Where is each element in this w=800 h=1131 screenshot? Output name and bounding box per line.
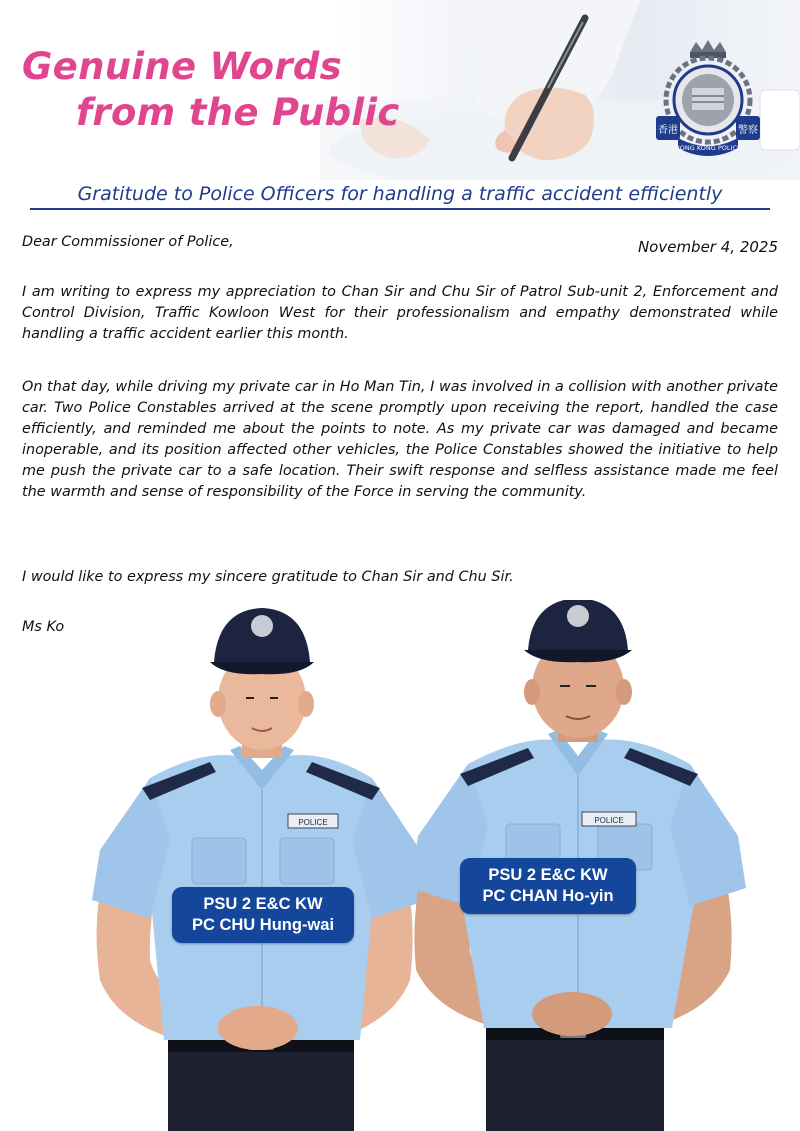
- signature: Ms Ko: [22, 619, 65, 635]
- emblem-text: HONG KONG POLICE: [674, 144, 742, 152]
- chan-shirt-label: POLICE: [594, 816, 624, 825]
- paragraph-3: I would like to express my sincere gratitude to Chan Sir and Chu Sir.: [22, 569, 514, 585]
- title-line-2: from the Public: [76, 91, 400, 134]
- letter-subtitle: Gratitude to Police Officers for handling a traffic accident efficiently: [30, 183, 770, 210]
- officer-chan-unit: PSU 2 E&C KW: [488, 866, 608, 884]
- chu-shirt-label: POLICE: [298, 818, 328, 827]
- salutation: Dear Commissioner of Police,: [22, 234, 234, 250]
- paragraph-2: On that day, while driving my private car in Ho Man Tin, I was involved in a collision with another private car. Two Police Constables arrived at the scene promptly upon receiving the report, handled the case efficiently, and reminded me about the points to note. As my private car was damaged and became inoperable, and its position affected other vehicles, the Police Constables showed the initiative to help me push the private car to a safe location. Their swift response and selfless assistance made me feel the warmth and sense of responsibility of the Force in serving the community.: [22, 379, 778, 500]
- officer-chu-figure: [92, 608, 428, 1131]
- officers-photo: [0, 600, 800, 1131]
- officer-chan-name: PC CHAN Ho-yin: [482, 887, 614, 905]
- police-emblem-icon: [652, 36, 764, 160]
- page-title: [22, 44, 400, 136]
- header-banner: [0, 0, 800, 180]
- title-line-1: Genuine Words: [22, 45, 343, 88]
- emblem-chinese-right: 警察: [738, 125, 758, 136]
- officer-chu-tag: [172, 887, 354, 943]
- officer-chan-tag: [460, 858, 636, 914]
- letter-date: November 4, 2025: [637, 238, 778, 256]
- officer-chu-name: PC CHU Hung-wai: [191, 916, 335, 934]
- paragraph-1: I am writing to express my appreciation to Chan Sir and Chu Sir of Patrol Sub-unit 2, Enforcement and Control Division, Traffic Kowloon West for their professionalism and empathy demonstrated while handling a traffic accident earlier this month.: [22, 284, 778, 342]
- emblem-chinese-left: 香港: [658, 125, 678, 136]
- officer-chu-unit: PSU 2 E&C KW: [203, 895, 323, 913]
